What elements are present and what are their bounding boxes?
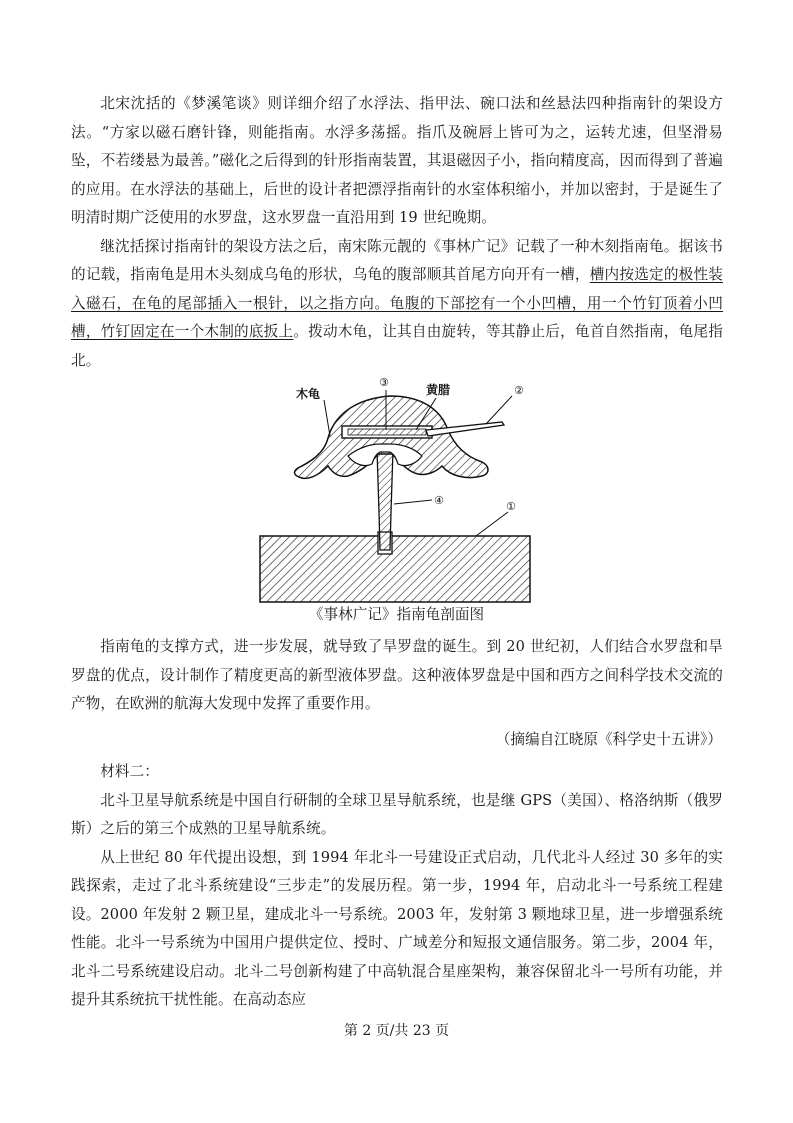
material-2-heading: 材料二：	[100, 763, 159, 780]
page-footer: 第 2 页/共 23 页	[343, 1023, 450, 1039]
paragraph-2-after: 。拨动木龟，让其自由旋转，等其静止后，龟首自然指南，龟尾指北。	[71, 323, 723, 369]
paragraph-3: 指南龟的支撑方式，进一步发展，就导致了旱罗盘的诞生。到 20 世纪初，人们结合水罗盘和旱罗盘的优点，设计制作了精度更高的新型液体罗盘。这种液体罗盘是中国和西方之间科学技术交流的产物，在欧洲的航海大发现中发挥了重要作用。	[71, 638, 723, 712]
marker-2: ②	[514, 384, 524, 397]
paragraph-5: 从上世纪 80 年代提出设想，到 1994 年北斗一号建设正式启动，几代北斗人经过 30 多年的实践探索，走过了北斗系统建设“三步走”的发展历程。第一步，1994 年，启动北斗一号系统工程建设。2000 年发射 2 颗卫星，建成北斗一号系统。2003 年，发射第 3 颗地球卫星，进一步增强系统性能。北斗一号系统为中国用户提供定位、授时、广域差分和短报文通信服务。第二步，2004 年，北斗二号系统建设启动。北斗二号创新构建了中高轨混合星座架构，兼容保留北斗一号所有功能，并提升其系统抗干扰性能。在高动态应	[71, 848, 723, 1008]
paragraph-2-underlined: 槽内按选定的极性装入磁石，在龟的尾部插入一根针，以之指方向。龟腹的下部挖有一个小凹槽，用一个竹钉顶着小凹槽，竹钉固定在一个木制的底扳上	[71, 266, 723, 340]
figure-caption: 《事林广记》指南龟剖面图	[308, 606, 485, 623]
label-yellow-wax: 黄腊	[426, 383, 451, 397]
paragraph-2	[71, 233, 723, 376]
paragraph-4: 北斗卫星导航系统是中国自行研制的全球卫星导航系统，也是继 GPS（美国）、格洛纳斯（俄罗斯）之后的第三个成熟的卫星导航系统。	[71, 791, 723, 837]
paragraph-2-before: 继沈括探讨指南针的架设方法之后，南宋陈元靓的《事林广记》记载了一种木刻指南龟。据该书的记载，指南龟是用木头刻成乌龟的形状，乌龟的腹部顺其首尾方向开有一槽，	[71, 237, 723, 283]
section-upper	[71, 90, 723, 375]
marker-4: ④	[434, 494, 444, 507]
section-lower	[71, 758, 723, 1015]
compass-turtle-diagram	[250, 372, 540, 608]
section-middle	[71, 633, 723, 719]
paragraph-1: 北宋沈括的《梦溪笔谈》则详细介绍了水浮法、指甲法、碗口法和丝悬法四种指南针的架设方法。“方家以磁石磨针锋，则能指南。水浮多荡摇。指爪及碗唇上皆可为之，运转尤速，但坚滑易坠，不若缕悬为最善。”磁化之后得到的针形指南装置，其退磁因子小，指向精度高，因而得到了普遍的应用。在水浮法的基础上，后世的设计者把漂浮指南针的水室体积缩小，并加以密封，于是诞生了明清时期广泛使用的水罗盘，这水罗盘一直沿用到 19 世纪晚期。	[71, 95, 723, 226]
bamboo-peg	[377, 450, 393, 550]
source-citation: （摘编自江晓原《科学史十五讲》）	[495, 731, 722, 748]
marker-1: ①	[506, 500, 516, 513]
wooden-base	[260, 536, 530, 602]
marker-3: ③	[379, 376, 389, 389]
label-wooden-turtle: 木龟	[296, 387, 321, 401]
